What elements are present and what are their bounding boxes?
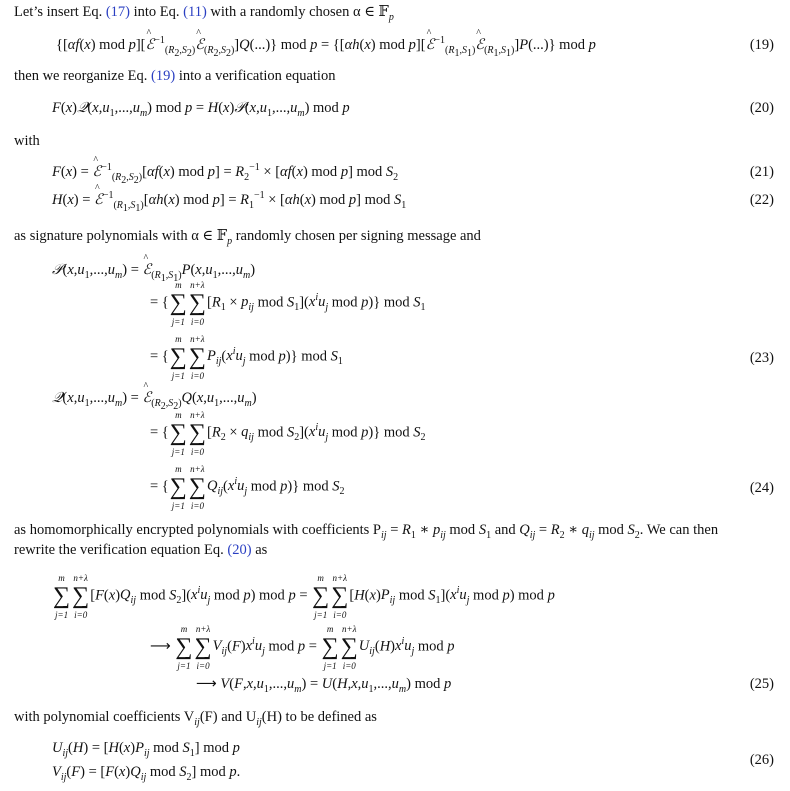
equation-number-24: (24) — [749, 480, 774, 496]
homomorphic-paragraph-line-2: rewrite the verification equation Eq. (20) as — [14, 542, 268, 558]
eq-ref-11[interactable]: (11) — [183, 4, 207, 20]
signature-paragraph: as signature polynomials with α ∈ 𝔽$_p$ randomly chosen per signing message and — [14, 228, 481, 247]
eq-ref-19[interactable]: (19) — [151, 68, 176, 84]
equation-number-22: (22) — [749, 192, 774, 208]
with-label: with — [14, 133, 40, 149]
eq-ref-17[interactable]: (17) — [105, 4, 130, 20]
equation-23-line-1: $𝒫(x,u_1,...,u_m)$ = ^ $ℰ_{(R_1,S_1)}P(x,u_1,...,u_m)$ — [52, 262, 255, 279]
equation-21: F(x) = ^ ℰ$^{-1}_{(R_2,S_2)}$[αf(x) mod $p] = R_2^{-1} \times [\alpha f(x)$ mod p] mod $S_2$ — [52, 164, 398, 181]
equation-number-23: (23) — [749, 350, 774, 366]
intro-paragraph: Let’s insert Eq. (17) into Eq. (11) with a randomly chosen α ∈ 𝔽$_p$ — [14, 4, 394, 23]
equation-number-25: (25) — [749, 676, 774, 692]
equation-24-line-1: $𝒬(x,u_1,...,u_m)$ = ^ $ℰ_{(R_2,S_2)}Q(x,u_1,...,u_m)$ — [52, 390, 257, 407]
final-paragraph: with polynomial coefficients $V_{ij}(F)$ and $U_{ij}(H)$ to be defined as — [14, 709, 377, 728]
equation-24-line-2: = { m ∑ j=1 n+λ ∑ i=0 [$R_2 \times q_{ij}$ mod $S_2](x^iu_j$ mod p)} mod $S_2$ — [150, 410, 426, 457]
equation-26-line-2: $V_{ij}(F) = [F(x)Q_{ij}$ mod $S_2$] mod p. — [52, 764, 241, 783]
homomorphic-paragraph-line-1: as homomorphically encrypted polynomials with coefficients $P_{ij} = R_1$ ∗ $p_{ij}$ mod $S_1$ and $Q_{ij} = R_2$ ∗ $q_{ij}$ mod $S_2$. We can then — [14, 522, 719, 541]
equation-20: $F(x)𝒬(x,u_1,...,u_m)$ mod $p = H(x)𝒫(x,u_1,...,u_m)$ mod p — [52, 100, 350, 119]
eq-ref-20[interactable]: (20) — [227, 542, 252, 558]
equation-24-line-3: = { m ∑ j=1 n+λ ∑ i=0 $Q_{ij}(x^iu_j$ mod p)} mod $S_2$ — [150, 464, 345, 511]
equation-23-line-2: = { m ∑ j=1 n+λ ∑ i=0 [$R_1 \times p_{ij}$ mod $S_1](x^iu_j$ mod p)} mod $S_1$ — [150, 280, 426, 327]
equation-number-19: (19) — [749, 37, 774, 53]
equation-25-line-1: m ∑ j=1 n+λ ∑ i=0 [$F(x)Q_{ij}$ mod $S_2](x^iu_j$ mod p) mod p = m ∑ j=1 n+λ ∑ i=0 [$H(x)P_{ij}$ mod $S_1](x^iu_j$ mod p) mod p — [53, 573, 555, 620]
equation-26-line-1: $U_{ij}(H) = [H(x)P_{ij}$ mod $S_1$] mod p — [52, 740, 240, 759]
equation-25-line-3: ⟶ $V(F,x,u_1,...,u_m) = U(H,x,u_1,...,u_m)$ mod p — [196, 676, 452, 695]
equation-22: H(x) = ^ ℰ$^{-1}_{(R_1,S_1)}$[αh(x) mod $p] = R_1^{-1} \times [\alpha h(x)$ mod p] mod $S_1$ — [52, 192, 406, 209]
equation-19: {[αf(x) mod p][^ ℰ$^{-1}_{(R_2,S_2)}$^ ℰ$_{(R_2,S_2)}$]Q(...)} mod p = {[αh(x) mod p][^ ℰ$^{-1}_{(R_1,S_1)}$^ ℰ$_{(R_1,S_1)}$]P(...)} mod p — [56, 37, 596, 54]
equation-23-line-3: = { m ∑ j=1 n+λ ∑ i=0 $P_{ij}(x^iu_j$ mod p)} mod $S_1$ — [150, 334, 343, 381]
equation-25-line-2: ⟶ m ∑ j=1 n+λ ∑ i=0 $V_{ij}(F)x^iu_j$ mod p = m ∑ j=1 n+λ ∑ i=0 $U_{ij}(H)x^iu_j$ mod p — [150, 624, 455, 671]
intro-text: Let’s insert Eq. — [14, 4, 106, 20]
equation-number-20: (20) — [749, 100, 774, 116]
equation-number-21: (21) — [749, 164, 774, 180]
reorganize-paragraph: then we reorganize Eq. (19) into a verification equation — [14, 68, 336, 84]
equation-number-26: (26) — [749, 752, 774, 768]
